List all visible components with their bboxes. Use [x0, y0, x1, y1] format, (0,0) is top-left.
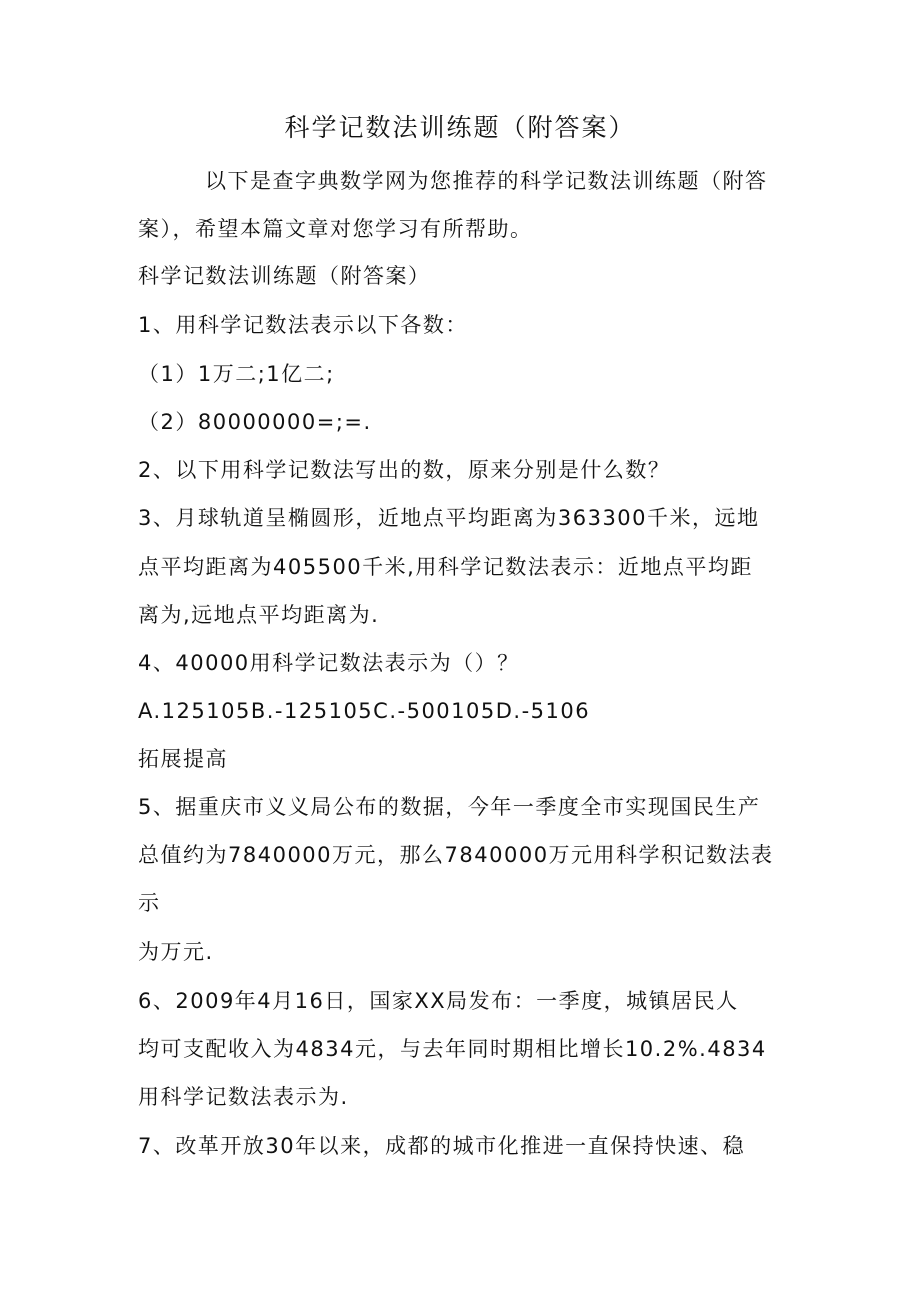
intro-line-1: 以下是查字典数学网为您推荐的科学记数法训练题（附答: [205, 169, 768, 193]
question-5-line-4: 为万元.: [138, 940, 214, 964]
question-3-line-3: 离为,远地点平均距离为.: [138, 603, 380, 627]
question-4: 4、40000用科学记数法表示为（）？: [138, 651, 520, 675]
question-1: 1、用科学记数法表示以下各数：: [138, 313, 468, 337]
extension-heading: 拓展提高: [138, 747, 228, 771]
document-title: 科学记数法训练题（附答案）: [284, 113, 636, 142]
question-1-part-2: （2）80000000=;=.: [138, 410, 372, 434]
question-3-line-1: 3、月球轨道呈椭圆形，近地点平均距离为363300千米，远地: [138, 506, 760, 530]
question-7-line-1: 7、改革开放30年以来，成都的城市化推进一直保持快速、稳: [138, 1134, 746, 1158]
question-1-part-1: （1）1万二;1亿二;: [138, 362, 335, 386]
question-6-line-2: 均可支配收入为4834元，与去年同时期相比增长10.2%.4834: [138, 1037, 767, 1061]
intro-line-2: 案），希望本篇文章对您学习有所帮助。: [138, 217, 533, 241]
section-heading: 科学记数法训练题（附答案）: [138, 264, 431, 288]
question-4-options: A.125105B.-125105C.-500105D.-5106: [138, 699, 591, 723]
question-3-line-2: 点平均距离为405500千米,用科学记数法表示：近地点平均距: [138, 555, 753, 579]
question-2: 2、以下用科学记数法写出的数，原来分别是什么数？: [138, 458, 671, 482]
question-6-line-3: 用科学记数法表示为.: [138, 1085, 349, 1109]
question-5-line-3: 示: [138, 891, 161, 915]
question-6-line-1: 6、2009年4月16日，国家XX局发布：一季度，城镇居民人: [138, 989, 739, 1013]
question-5-line-2: 总值约为7840000万元，那么7840000万元用科学积记数法表: [138, 843, 774, 867]
question-5-line-1: 5、据重庆市义义局公布的数据，今年一季度全市实现国民生产: [138, 795, 761, 819]
